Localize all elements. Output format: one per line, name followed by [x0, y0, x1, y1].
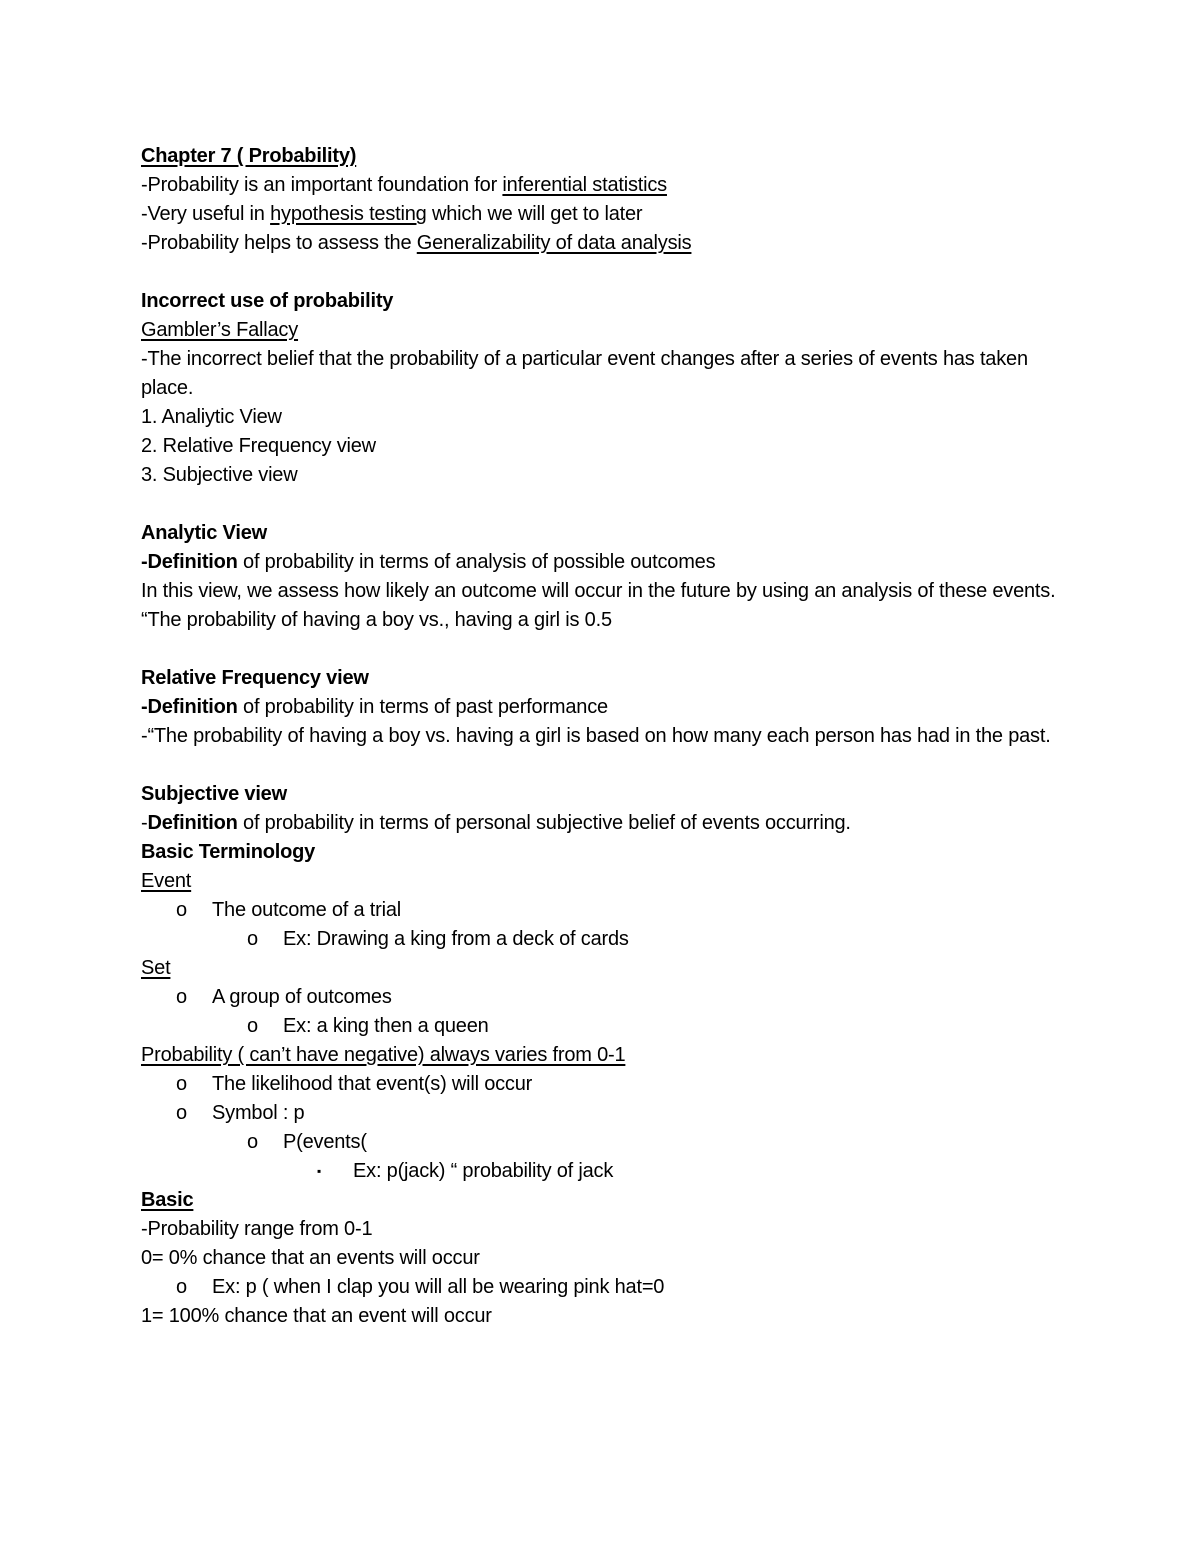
incorrect-use-heading: Incorrect use of probability — [141, 290, 394, 312]
circle-bullet-icon: o — [176, 1073, 187, 1095]
intro-line-1 — [141, 171, 1061, 200]
set-bullet-item — [141, 983, 1061, 1012]
spacer — [141, 751, 1061, 780]
circle-bullet-icon: o — [176, 986, 187, 1008]
definition-label: Definition — [147, 812, 238, 834]
definition-text: of probability in terms of past performance — [237, 696, 608, 718]
probability-range-line: -Probability range from 0-1 — [141, 1218, 373, 1240]
intro-text: -Very useful in — [141, 203, 271, 225]
basic-heading: Basic — [141, 1189, 194, 1211]
subjective-definition — [141, 809, 1061, 838]
intro-line-2 — [141, 200, 1061, 229]
circle-bullet-icon: o — [176, 1102, 187, 1124]
circle-bullet-icon: o — [176, 899, 187, 921]
analytic-paragraph: In this view, we assess how likely an outcome will occur in the future by using an analysis of these events. — [141, 580, 1056, 602]
event-term: Event — [141, 870, 192, 892]
set-example-item — [141, 1012, 1061, 1041]
gamblers-fallacy-heading: Gambler’s Fallacy — [141, 319, 299, 341]
hypothesis-testing-term: hypothesis testing — [270, 203, 427, 225]
square-bullet-icon: ▪ — [317, 1164, 322, 1178]
bullet-text: The likelihood that event(s) will occur — [212, 1073, 533, 1095]
intro-text: -Probability is an important foundation for — [141, 174, 503, 196]
relative-quote: -“The probability of having a boy vs. having a girl is based on how many each person has had in the past. — [141, 725, 1051, 747]
definition-text: of probability in terms of personal subjective belief of events occurring. — [237, 812, 851, 834]
bullet-text: P(events( — [283, 1131, 367, 1153]
probability-term: Probability ( can’t have negative) always varies from 0-1 — [141, 1044, 626, 1066]
event-example-item — [141, 925, 1061, 954]
probability-bullet-item — [141, 1070, 1061, 1099]
bullet-text: A group of outcomes — [212, 986, 392, 1008]
view-list-item: 2. Relative Frequency view — [141, 435, 376, 457]
bullet-text: Symbol : p — [212, 1102, 305, 1124]
set-term: Set — [141, 957, 171, 979]
view-list-item: 3. Subjective view — [141, 464, 298, 486]
intro-line-3 — [141, 229, 1061, 258]
bullet-text: The outcome of a trial — [212, 899, 402, 921]
notes-content — [141, 142, 1061, 1331]
analytic-view-heading: Analytic View — [141, 522, 267, 544]
probability-sub-item — [141, 1128, 1061, 1157]
spacer — [141, 635, 1061, 664]
analytic-quote: “The probability of having a boy vs., having a girl is 0.5 — [141, 609, 612, 631]
relative-definition — [141, 693, 1061, 722]
basic-terminology-heading: Basic Terminology — [141, 841, 316, 863]
intro-text: -Probability helps to assess the — [141, 232, 417, 254]
analytic-definition — [141, 548, 1061, 577]
bullet-text: Ex: a king then a queen — [283, 1015, 489, 1037]
definition-label: -Definition — [141, 696, 238, 718]
probability-bullet-item — [141, 1099, 1061, 1128]
intro-text: which we will get to later — [426, 203, 643, 225]
relative-frequency-heading: Relative Frequency view — [141, 667, 369, 689]
gamblers-fallacy-definition: -The incorrect belief that the probability of a particular event changes after a series of events has taken place. — [141, 348, 1028, 399]
bullet-text: Ex: p ( when I clap you will all be wearing pink hat=0 — [212, 1276, 665, 1298]
definition-dash: - — [141, 812, 148, 834]
generalizability-term: Generalizability of data analysis — [416, 232, 692, 254]
circle-bullet-icon: o — [247, 928, 258, 950]
inferential-statistics-term: inferential statistics — [502, 174, 667, 196]
probability-subsub-item — [141, 1157, 1061, 1186]
circle-bullet-icon: o — [247, 1131, 258, 1153]
definition-label: -Definition — [141, 551, 238, 573]
bullet-text: Ex: p(jack) “ probability of jack — [353, 1160, 614, 1182]
view-list-item: 1. Analiytic View — [141, 406, 282, 428]
full-chance-line: 1= 100% chance that an event will occur — [141, 1305, 492, 1327]
subjective-view-heading: Subjective view — [141, 783, 287, 805]
zero-chance-line: 0= 0% chance that an events will occur — [141, 1247, 480, 1269]
circle-bullet-icon: o — [176, 1276, 187, 1298]
circle-bullet-icon: o — [247, 1015, 258, 1037]
spacer — [141, 490, 1061, 519]
zero-example-item — [141, 1273, 1061, 1302]
chapter-title: Chapter 7 ( Probability) — [141, 145, 357, 167]
bullet-text: Ex: Drawing a king from a deck of cards — [283, 928, 629, 950]
event-bullet-item — [141, 896, 1061, 925]
definition-text: of probability in terms of analysis of possible outcomes — [237, 551, 716, 573]
spacer — [141, 258, 1061, 287]
